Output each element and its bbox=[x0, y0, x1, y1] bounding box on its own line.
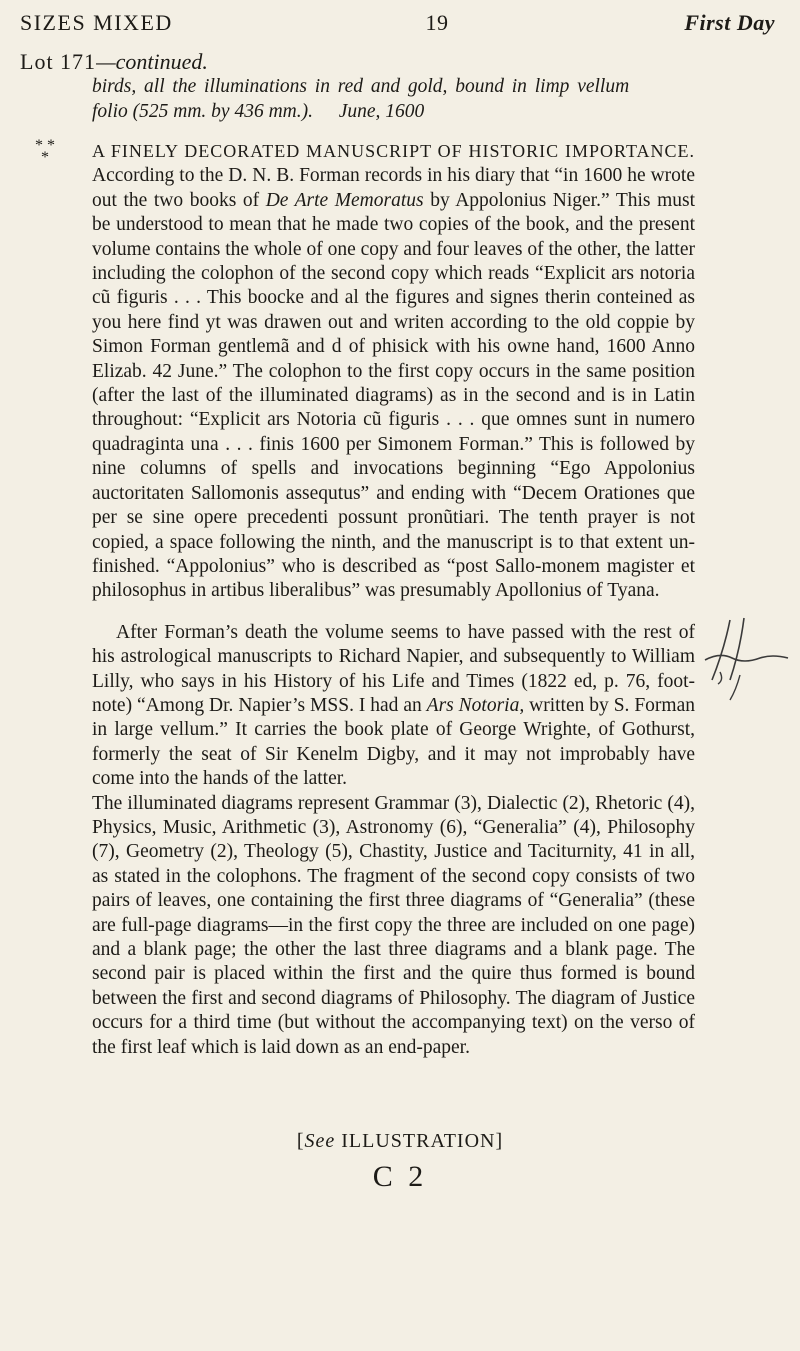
lot-description bbox=[92, 75, 695, 124]
lot-continued: —continued. bbox=[96, 49, 208, 74]
description-date: June, 1600 bbox=[338, 100, 425, 122]
book-title: De Arte Memoratus bbox=[265, 189, 424, 211]
paragraph-1 bbox=[92, 139, 695, 604]
paragraph-2-text-a: After Forman’s death the volume seems to have passed with the rest of his astrological manuscripts to Richard Napier, and subsequently to William Lilly, who says in his History of his Life and Times (1822 ed, p. 76, foot-note) “Among Dr. Napier’s MSS. I had an bbox=[92, 621, 695, 716]
page-number: 19 bbox=[425, 10, 449, 35]
running-head bbox=[20, 10, 775, 44]
paragraph-1-text-b: by Appolonius Niger.” This must be understood to mean that he made two copies of the book, and the present volume contains the whole of one copy and four leaves of the other, the latter including the colophon of the second copy which reads “Explicit ars notoria cũ figuris . . . This boocke and al the figures and signes therin conteined as you here find yt was drawen out and writen according to the old coppie by Simon Forman gentlemã and d of phisick with his owne hand, 1600 Anno Elizab. 42 June.” The colophon to the first copy occurs in the same position (after the last of the illuminated diagrams) as in the second and is in Latin throughout: “Explicit ars Notoria cũ figuris . . . que omnes sunt in numero quadraginta una . . . finis 1600 per Simonem Forman.” This is followed by nine columns of spells and invocations beginning “Ego Appolonius auctoritaten Sallomonis assequtus” and ending with “Decem Orationes que per se sine opere precedenti possunt pronũtiari. The tenth prayer is not copied, a space following the ninth, and the manuscript is to that extent un-finished. “Appolonius” who is described as “post Sallo-monem magister et philosophus in artibus liberalibus” was presumably Apollonius of Tyana. bbox=[92, 189, 695, 602]
lot-label: Lot 171 bbox=[20, 49, 97, 74]
printer-signature: C 2 bbox=[372, 1160, 428, 1193]
paragraph-2-text-b: written by S. Forman in large vellum.” It carries the book plate of George Wrighte, of Gothurst, formerly the seat of Sir Kenelm Digby, and it may not improbably have come into the hands of the latter. bbox=[92, 694, 695, 790]
section-title: SIZES MIXED bbox=[20, 10, 173, 35]
see-label: See bbox=[304, 1130, 336, 1152]
description-text: birds, all the illuminations in red and gold, bound in limp vellum bbox=[92, 76, 630, 97]
lot-notes bbox=[92, 139, 695, 1060]
paragraph-2 bbox=[92, 621, 695, 792]
sale-day: First Day bbox=[684, 10, 775, 35]
paragraph-3: The illuminated diagrams represent Grammar (3), Dialectic (2), Rhetoric (4), Physics, Music, Arithmetic (3), Astronomy (6), “Generalia” (4), Philosophy (7), Geometry (2), Theology (5), Chastity, Justice and Taciturnity, 41 in all, as stated in the colophons. The fragment of the second copy consists of two pairs of leaves, one containing the first three diagrams of “Generalia” (these are full-page diagrams—in the first copy the three are included on one page) and a blank page; the other the last three diagrams and a blank page. The second pair is placed within the first and the quire thus formed is bound between the first and second diagrams of Philosophy. The diagram of Justice occurs for a third time (but without the accompanying text) on the verso of the first leaf which is laid down as an end-paper. bbox=[92, 792, 695, 1058]
paragraph-1-lead: A FINELY DECORATED MANUSCRIPT OF HISTORIC IMPORTANCE. bbox=[92, 141, 695, 161]
description-size: folio (525 mm. by 436 mm.). bbox=[92, 100, 313, 122]
illustration-reference: [See ILLUSTRATION] bbox=[296, 1130, 504, 1152]
handwritten-margin-mark bbox=[700, 600, 790, 710]
paragraph-1-text-a: According to the D. N. B. Forman records in his diary that “in 1600 he wrote out the two books of bbox=[92, 165, 695, 211]
manuscript-title: Ars Notoria, bbox=[426, 694, 525, 716]
illustration-label: ILLUSTRATION bbox=[341, 1130, 496, 1152]
asterisk-mark: * * * bbox=[35, 137, 55, 166]
lot-heading bbox=[20, 49, 208, 75]
